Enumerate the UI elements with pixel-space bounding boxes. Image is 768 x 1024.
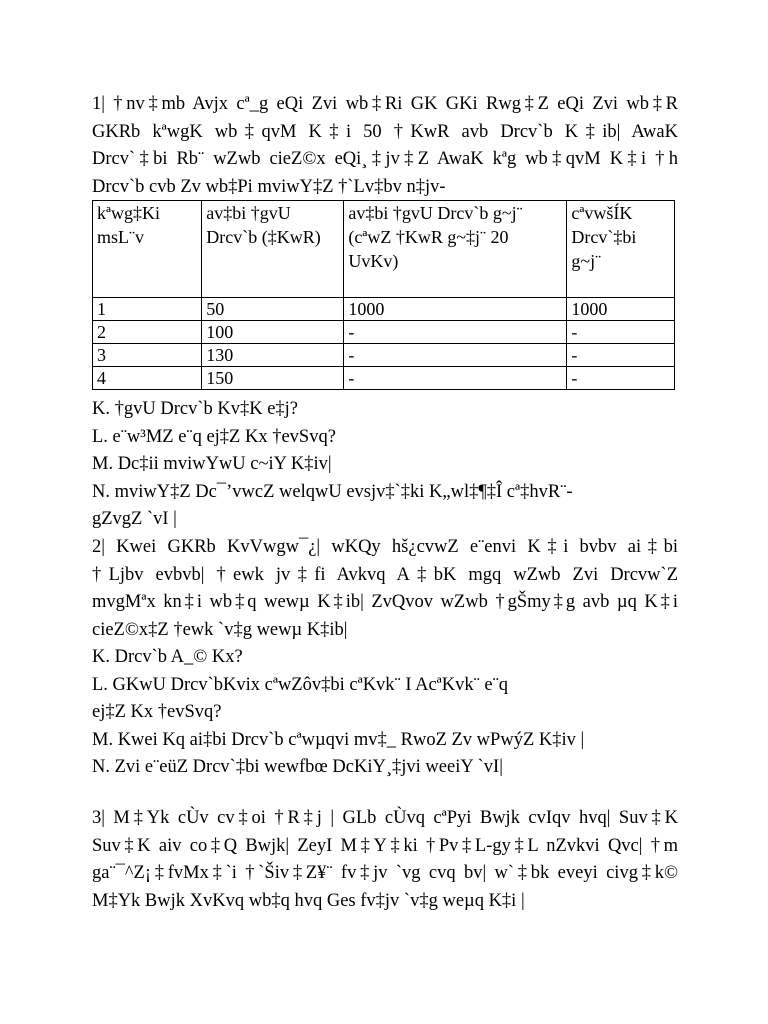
header-text: (cªwZ †KwR g~‡j¨ 20 [348, 227, 509, 247]
header-text: g~j¨ [571, 251, 602, 271]
question-3-line: 3| M‡Yk cÙv cv‡oi †R‡j | GLb cÙvq cªPyi Bwjk cvIqv hvq| Suv‡K [92, 808, 678, 828]
header-text: kªwg‡Ki [97, 203, 160, 223]
table-cell: 150 [202, 367, 344, 390]
table-row [93, 367, 675, 390]
table-cell: 4 [93, 367, 202, 390]
subquestion-l: L. e¨w³MZ e¨q ej‡Z Kx †evSvq? [92, 426, 336, 447]
table-header-row [93, 201, 675, 298]
question-2-line: 2| Kwei GKRb KvVwgw¯¿| wKQy hš¿cvwZ e¨envi K‡i bvbv ai‡bi [92, 537, 678, 557]
subquestion-k: K. †gvU Drcv`b Kv‡K e‡j? [92, 399, 299, 419]
table-cell: - [344, 367, 567, 390]
subquestion-n-continued: gZvgZ `vI | [92, 509, 177, 529]
subquestion-l-continued: ej‡Z Kx †evSvq? [92, 702, 222, 722]
subquestion-m: M. Dc‡ii mviwYwU c~iY K‡iv| [92, 454, 332, 474]
header-text: Drcv`‡bi [571, 227, 637, 247]
table-cell: 130 [202, 344, 344, 367]
table-row [93, 344, 675, 367]
table-cell: - [567, 344, 675, 367]
table-cell: 100 [202, 321, 344, 344]
table-cell: 50 [202, 298, 344, 321]
question-1-subquestions [92, 396, 678, 534]
header-cell-marginal-value [567, 201, 675, 298]
question-3-paragraph [92, 805, 678, 915]
header-cell-total-output [202, 201, 344, 298]
header-text: av‡bi †gvU [206, 203, 291, 223]
table-row [93, 298, 675, 321]
subquestion-k: K. Drcv`b A_© Kx? [92, 647, 243, 667]
question-3-line: M‡Yk Bwjk XvKvq wb‡q hvq Ges fv‡jv `v‡g weµq K‡i | [92, 890, 525, 911]
production-table [92, 200, 675, 390]
question-2-line: †Ljbv evbvb| †ewk jv‡fi Avkvq A‡bK mgq wZwb Zvi Drcvw`Z [92, 564, 678, 585]
header-cell-workers [93, 201, 202, 298]
question-3-line: ga¨¯^Z¡‡fvMx‡`i †`Šiv‡Z¥¨ fv‡jv `vg cvq bv| w`‡bk eveyi civg‡k© [92, 863, 678, 883]
question-2-line: mvgMªx kn‡i wb‡q wewµ K‡ib| ZvQvov wZwb †gŠmy‡g avb µq K‡i [92, 592, 678, 612]
header-text: av‡bi †gvU Drcv`b g~j¨ [348, 203, 523, 223]
table-cell: - [344, 321, 567, 344]
table-cell: 1000 [344, 298, 567, 321]
header-text: msL¨v [97, 227, 144, 247]
table-cell: 2 [93, 321, 202, 344]
question-1-line: 1| †nv‡mb Avjx cª_g eQi Zvi wb‡Ri GK GKi Rwg‡Z eQi Zvi wb‡R [92, 94, 678, 114]
table-cell: - [567, 367, 675, 390]
question-2-section [92, 534, 678, 782]
header-text: Drcv`b (‡KwR) [206, 227, 321, 247]
subquestion-n: N. mviwY‡Z Dc¯’vwcZ welqwU evsjv‡`‡ki K„wl‡¶‡Î cª‡hvR¨- [92, 481, 573, 502]
question-1-line: Drcv`b cvb Zv wb‡Pi mviwY‡Z †`Lv‡bv n‡jv- [92, 176, 446, 197]
question-3-line: Suv‡K aiv co‡Q Bwjk| ZeyI M‡Y‡ki †Pv‡L-gy‡L nZvkvi Qvc| †m [92, 835, 678, 856]
header-text: UvKv) [348, 251, 399, 271]
header-text: cªvwšÍK [571, 203, 633, 223]
question-1-paragraph [92, 91, 678, 201]
table-cell: - [567, 321, 675, 344]
table-cell: 3 [93, 344, 202, 367]
question-1-line: Drcv`‡bi Rb¨ wZwb cieZ©x eQi¸‡jv‡Z AwaK kªg wb‡qvM K‡i †h [92, 149, 678, 169]
question-2-line: cieZ©x‡Z †ewk `v‡g wewµ K‡ib| [92, 619, 348, 640]
table-cell: 1000 [567, 298, 675, 321]
table-cell: - [344, 344, 567, 367]
subquestion-m: M. Kwei Kq ai‡bi Drcv`b cªwµqvi mv‡_ RwoZ Zv wPwýZ K‡iv | [92, 729, 585, 750]
table-row [93, 321, 675, 344]
header-cell-output-value [344, 201, 567, 298]
subquestion-n: N. Zvi e¨eüZ Drcv`‡bi wewfbœ DcKiY¸‡jvi weeiY `vI| [92, 757, 503, 777]
question-1-line: GKRb kªwgK wb‡qvM K‡i 50 †KwR avb Drcv`b K‡ib| AwaK [92, 121, 678, 142]
table-cell: 1 [93, 298, 202, 321]
subquestion-l: L. GKwU Drcv`bKvix cªwZôv‡bi cªKvk¨ I AcªKvk¨ e¨q [92, 674, 509, 695]
